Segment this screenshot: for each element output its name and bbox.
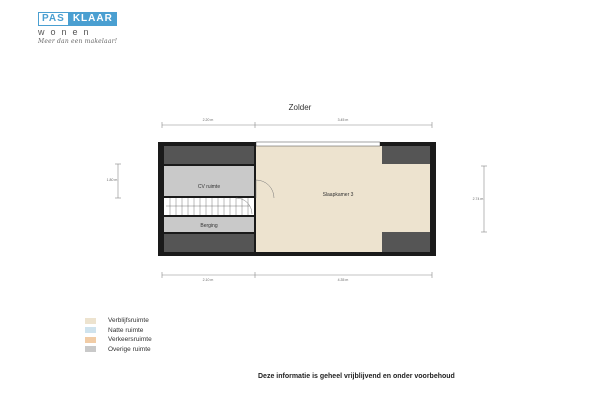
label-bedroom: Slaapkamer 3 [322, 192, 354, 198]
legend-label: Verblijfsruimte [108, 317, 149, 324]
legend-swatch [85, 318, 96, 324]
dim-label-top-right: 3.45 m [337, 118, 349, 122]
legend [85, 316, 152, 354]
label-storage: Berging [200, 223, 218, 229]
logo-word-wonen: wonen [38, 27, 95, 37]
logo-word-pas: PAS [38, 12, 69, 26]
bedroom-window [256, 142, 380, 146]
dim-label-bottom-left: 2.10 m [202, 278, 214, 282]
eave-left-top [164, 146, 254, 164]
floor-title: Zolder [288, 103, 312, 112]
legend-item [85, 316, 152, 325]
eave-right-top [382, 146, 430, 164]
legend-label: Natte ruimte [108, 326, 144, 334]
legend-item [85, 345, 152, 354]
legend-item [85, 326, 152, 335]
dim-label-top-left: 2.20 m [202, 118, 214, 122]
dim-label-left: 1.80 m [106, 178, 118, 182]
legend-swatch [85, 346, 96, 352]
legend-label: Verkeersruimte [108, 336, 152, 343]
legend-label: Overige ruimte [108, 345, 151, 353]
eave-left-bottom [164, 234, 254, 252]
dim-label-right: 2.74 m [472, 197, 484, 201]
room-cv [164, 166, 254, 196]
legend-swatch [85, 337, 96, 343]
dim-label-bottom-right: 4.35 m [337, 278, 349, 282]
stair-area [164, 198, 254, 215]
disclaimer: Deze informatie is geheel vrijblijvend en onder voorbehoud [258, 373, 455, 380]
legend-item [85, 335, 152, 344]
label-cv: CV ruimte [197, 184, 221, 190]
legend-swatch [85, 327, 96, 333]
eave-right-bottom [382, 232, 430, 252]
logo-word-klaar: KLAAR [69, 12, 117, 26]
logo-tagline: Meer dan een makelaar! [38, 38, 118, 45]
